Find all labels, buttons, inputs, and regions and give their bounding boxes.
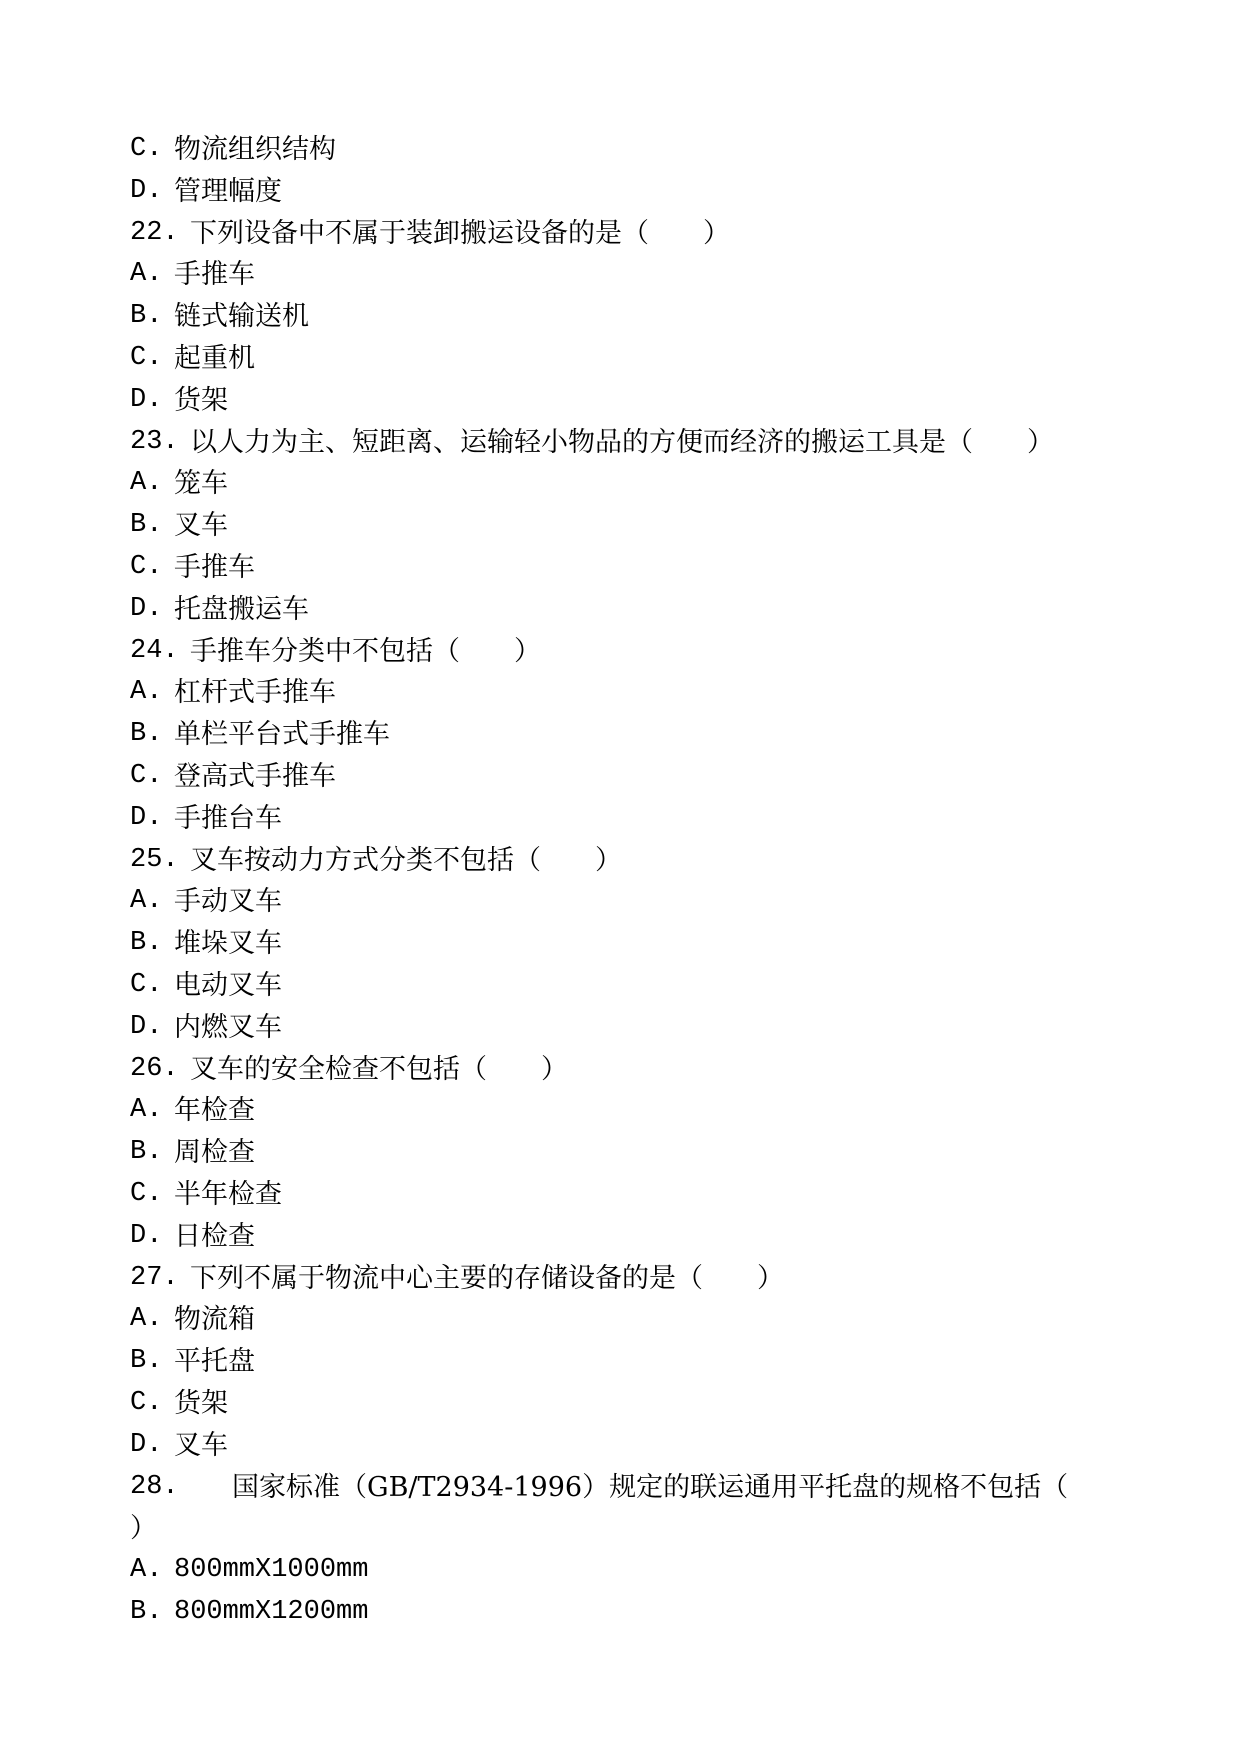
option-label: D. [130, 1011, 163, 1042]
question-line [130, 422, 1110, 464]
question-number: 22. [130, 217, 179, 248]
question-text: 叉车按动力方式分类不包括（ ） [190, 844, 622, 876]
question-continuation-line [130, 1508, 1110, 1550]
question-text: 手推车分类中不包括（ ） [190, 635, 541, 667]
option-label: C. [130, 342, 163, 373]
option-line [130, 1007, 1110, 1049]
option-label: A. [130, 1304, 163, 1335]
option-text: 手推车 [174, 551, 255, 583]
option-line [130, 672, 1110, 714]
question-text-continuation: ） [130, 1513, 157, 1545]
option-text: 叉车 [174, 1429, 228, 1461]
option-text: 年检查 [174, 1095, 255, 1127]
option-line [130, 1299, 1110, 1341]
option-line [130, 338, 1110, 380]
option-label: D. [130, 1429, 163, 1460]
question-number: 27. [130, 1262, 179, 1293]
question-number: 28. [130, 1471, 179, 1502]
option-text: 手推车 [174, 259, 255, 291]
question-line [130, 1467, 1110, 1509]
option-line [130, 254, 1110, 296]
option-line [130, 1341, 1110, 1383]
option-line [130, 171, 1110, 213]
option-line [130, 505, 1110, 547]
option-text: 堆垛叉车 [174, 928, 282, 960]
option-text: 起重机 [174, 342, 255, 374]
question-text: 国家标准（GB/T2934-1996）规定的联运通用平托盘的规格不包括（ [232, 1471, 1069, 1503]
option-text: 内燃叉车 [174, 1011, 282, 1043]
option-label: A. [130, 1095, 163, 1126]
option-label: C. [130, 1178, 163, 1209]
option-label: D. [130, 384, 163, 415]
option-label: A. [130, 1555, 163, 1586]
option-label: D. [130, 802, 163, 833]
option-text: 周检查 [174, 1137, 255, 1169]
option-label: C. [130, 969, 163, 1000]
option-line [130, 1090, 1110, 1132]
option-line [130, 1592, 1110, 1634]
option-text: 日检查 [174, 1220, 255, 1252]
document-page [130, 129, 1110, 1634]
option-text: 单栏平台式手推车 [174, 719, 390, 751]
option-text: 链式输送机 [174, 301, 309, 333]
option-label: C. [130, 760, 163, 791]
option-text: 800mmX1000mm [174, 1555, 369, 1586]
option-label: C. [130, 1387, 163, 1418]
option-label: A. [130, 468, 163, 499]
option-text: 平托盘 [174, 1346, 255, 1378]
option-label: B. [130, 1346, 163, 1377]
option-line [130, 1216, 1110, 1258]
option-line [130, 1174, 1110, 1216]
option-line [130, 589, 1110, 631]
option-text: 手推台车 [174, 802, 282, 834]
option-text: 管理幅度 [174, 175, 282, 207]
question-line [130, 1258, 1110, 1300]
option-text: 物流箱 [174, 1304, 255, 1336]
option-line [130, 1132, 1110, 1174]
option-label: B. [130, 1596, 163, 1627]
option-line [130, 547, 1110, 589]
option-label: A. [130, 259, 163, 290]
option-text: 物流组织结构 [174, 134, 336, 165]
option-line [130, 463, 1110, 505]
question-number: 25. [130, 844, 179, 875]
option-line [130, 129, 1110, 171]
question-line [130, 631, 1110, 673]
option-text: 800mmX1200mm [174, 1596, 369, 1627]
option-line [130, 1383, 1110, 1425]
option-text: 货架 [174, 384, 228, 416]
option-label: D. [130, 1220, 163, 1251]
option-text: 叉车 [174, 510, 228, 542]
question-text: 叉车的安全检查不包括（ ） [190, 1053, 568, 1085]
question-line [130, 213, 1110, 255]
option-label: B. [130, 1137, 163, 1168]
option-label: B. [130, 510, 163, 541]
option-line [130, 380, 1110, 422]
option-line [130, 714, 1110, 756]
question-text: 以人力为主、短距离、运输轻小物品的方便而经济的搬运工具是（ ） [190, 426, 1054, 458]
option-line [130, 296, 1110, 338]
option-line [130, 756, 1110, 798]
option-label: B. [130, 928, 163, 959]
option-text: 半年检查 [174, 1178, 282, 1210]
question-number: 24. [130, 635, 179, 666]
option-text: 托盘搬运车 [174, 593, 309, 625]
option-text: 登高式手推车 [174, 760, 336, 792]
option-line [130, 798, 1110, 840]
option-text: 笼车 [174, 468, 228, 500]
option-label: A. [130, 677, 163, 708]
question-number: 26. [130, 1053, 179, 1084]
option-label: B. [130, 719, 163, 750]
option-label: C. [130, 134, 163, 164]
option-label: D. [130, 175, 163, 206]
option-text: 货架 [174, 1387, 228, 1419]
option-text: 杠杆式手推车 [174, 677, 336, 709]
option-text: 手动叉车 [174, 886, 282, 918]
option-line [130, 923, 1110, 965]
option-text: 电动叉车 [174, 969, 282, 1001]
question-line [130, 1049, 1110, 1091]
option-label: C. [130, 551, 163, 582]
question-number: 23. [130, 426, 179, 457]
option-label: D. [130, 593, 163, 624]
option-line [130, 965, 1110, 1007]
option-line [130, 1550, 1110, 1592]
option-label: A. [130, 886, 163, 917]
question-text: 下列不属于物流中心主要的存储设备的是（ ） [190, 1262, 784, 1294]
option-line [130, 1425, 1110, 1467]
option-line [130, 881, 1110, 923]
question-line [130, 840, 1110, 882]
question-text: 下列设备中不属于装卸搬运设备的是（ ） [190, 217, 730, 249]
option-label: B. [130, 301, 163, 332]
